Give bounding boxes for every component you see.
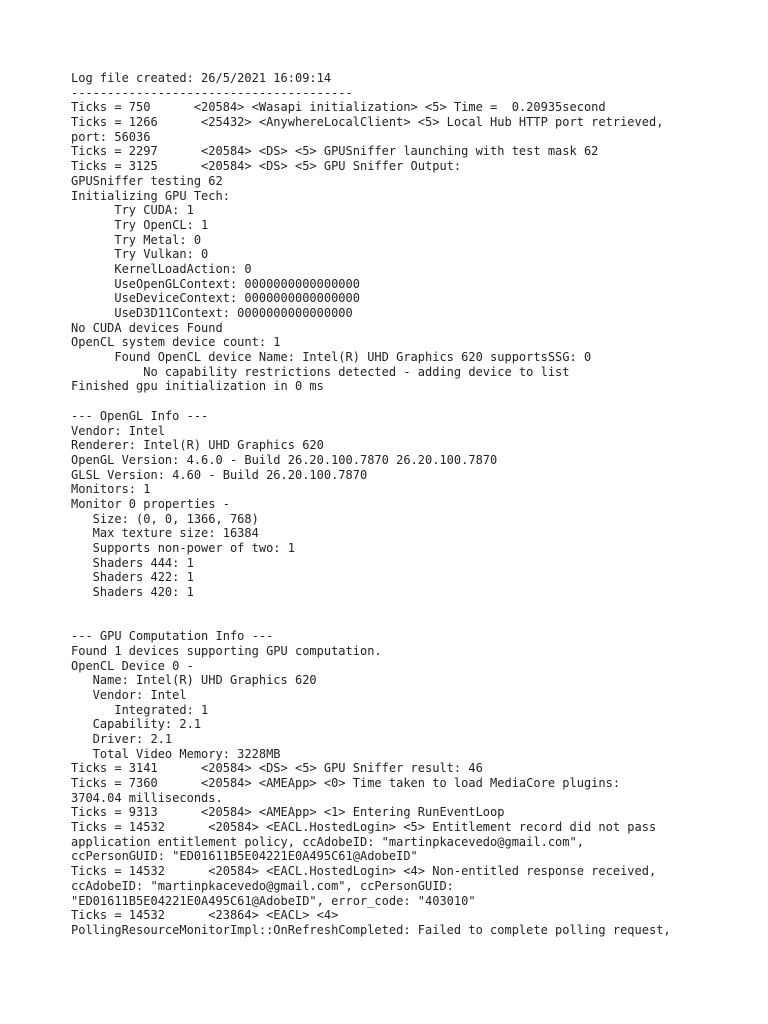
log-line: No capability restrictions detected - adding device to list xyxy=(71,364,570,379)
log-line: Total Video Memory: 3228MB xyxy=(71,746,281,761)
log-line: Try CUDA: 1 xyxy=(71,203,194,218)
log-line: --- OpenGL Info --- xyxy=(71,408,209,423)
log-line: Integrated: 1 xyxy=(71,702,209,717)
log-line xyxy=(71,600,751,615)
log-line: UseOpenGLContext: 0000000000000000 xyxy=(71,276,360,291)
log-line: Ticks = 14532 <20584> <EACL.HostedLogin> <5> Entitlement record did not pass xyxy=(71,820,657,835)
log-line: Ticks = 3141 <20584> <DS> <5> GPU Sniffer result: 46 xyxy=(71,761,483,776)
log-line: Try Vulkan: 0 xyxy=(71,247,209,262)
log-line: Try Metal: 0 xyxy=(71,232,202,247)
log-line: GLSL Version: 4.60 - Build 26.20.100.7870 xyxy=(71,467,368,482)
log-line: Ticks = 750 <20584> <Wasapi initialization> <5> Time = 0.20935second xyxy=(71,100,606,115)
log-line: OpenGL Version: 4.6.0 - Build 26.20.100.7870 26.20.100.7870 xyxy=(71,452,498,467)
log-line: --- GPU Computation Info --- xyxy=(71,629,274,644)
log-line: Found OpenCL device Name: Intel(R) UHD Graphics 620 supportsSSG: 0 xyxy=(71,350,592,365)
log-line: Finished gpu initialization in 0 ms xyxy=(71,379,324,394)
log-text xyxy=(71,71,751,938)
log-line: Log file created: 26/5/2021 16:09:14 xyxy=(71,71,332,85)
log-line: Shaders 444: 1 xyxy=(71,555,194,570)
log-line: Size: (0, 0, 1366, 768) xyxy=(71,511,259,526)
log-line xyxy=(71,394,751,409)
log-line: OpenCL system device count: 1 xyxy=(71,335,281,350)
log-line: GPUSniffer testing 62 xyxy=(71,173,223,188)
log-line: UseDeviceContext: 0000000000000000 xyxy=(71,291,360,306)
log-line: OpenCL Device 0 - xyxy=(71,658,194,673)
log-line: "ED01611B5E04221E0A495C61@AdobeID", error_code: "403010" xyxy=(71,893,476,908)
log-line: 3704.04 milliseconds. xyxy=(71,790,223,805)
log-line xyxy=(71,614,751,629)
log-line: Ticks = 2297 <20584> <DS> <5> GPUSniffer launching with test mask 62 xyxy=(71,144,599,159)
log-line: Supports non-power of two: 1 xyxy=(71,541,295,555)
log-line: Found 1 devices supporting GPU computation. xyxy=(71,643,382,658)
log-line: Vendor: Intel xyxy=(71,687,187,702)
log-line: ccAdobeID: "martinpkacevedo@gmail.com", ccPersonGUID: xyxy=(71,878,454,893)
log-line: Monitors: 1 xyxy=(71,482,151,497)
log-line: --------------------------------------- xyxy=(71,85,353,100)
log-line: Driver: 2.1 xyxy=(71,731,173,746)
log-line: Shaders 420: 1 xyxy=(71,585,194,600)
log-line: Capability: 2.1 xyxy=(71,717,202,732)
log-line: Vendor: Intel xyxy=(71,423,165,438)
log-line: KernelLoadAction: 0 xyxy=(71,261,252,276)
log-line: No CUDA devices Found xyxy=(71,320,223,335)
log-line: port: 56036 xyxy=(71,129,151,144)
log-line: Ticks = 9313 <20584> <AMEApp> <1> Entering RunEventLoop xyxy=(71,805,505,820)
log-line: application entitlement policy, ccAdobeID: "martinpkacevedo@gmail.com", xyxy=(71,834,584,849)
log-line: UseD3D11Context: 0000000000000000 xyxy=(71,306,353,320)
log-line: Ticks = 3125 <20584> <DS> <5> GPU Sniffer Output: xyxy=(71,159,462,174)
log-line: Ticks = 14532 <20584> <EACL.HostedLogin> <4> Non-entitled response received, xyxy=(71,864,657,879)
log-line: Renderer: Intel(R) UHD Graphics 620 xyxy=(71,438,324,453)
log-line: Ticks = 1266 <25432> <AnywhereLocalClient> <5> Local Hub HTTP port retrieved, xyxy=(71,115,664,130)
log-line: ccPersonGUID: "ED01611B5E04221E0A495C61@AdobeID" xyxy=(71,849,418,864)
log-line: Name: Intel(R) UHD Graphics 620 xyxy=(71,673,317,688)
log-line: Ticks = 14532 <23864> <EACL> <4> xyxy=(71,908,339,923)
log-line: Initializing GPU Tech: xyxy=(71,188,230,203)
log-line: Monitor 0 properties - xyxy=(71,496,230,511)
log-line: Try OpenCL: 1 xyxy=(71,217,209,232)
log-line: PollingResourceMonitorImpl::OnRefreshCompleted: Failed to complete polling request, xyxy=(71,922,671,937)
log-line: Ticks = 7360 <20584> <AMEApp> <0> Time taken to load MediaCore plugins: xyxy=(71,776,621,790)
log-line: Max texture size: 16384 xyxy=(71,526,259,541)
log-line: Shaders 422: 1 xyxy=(71,570,194,585)
